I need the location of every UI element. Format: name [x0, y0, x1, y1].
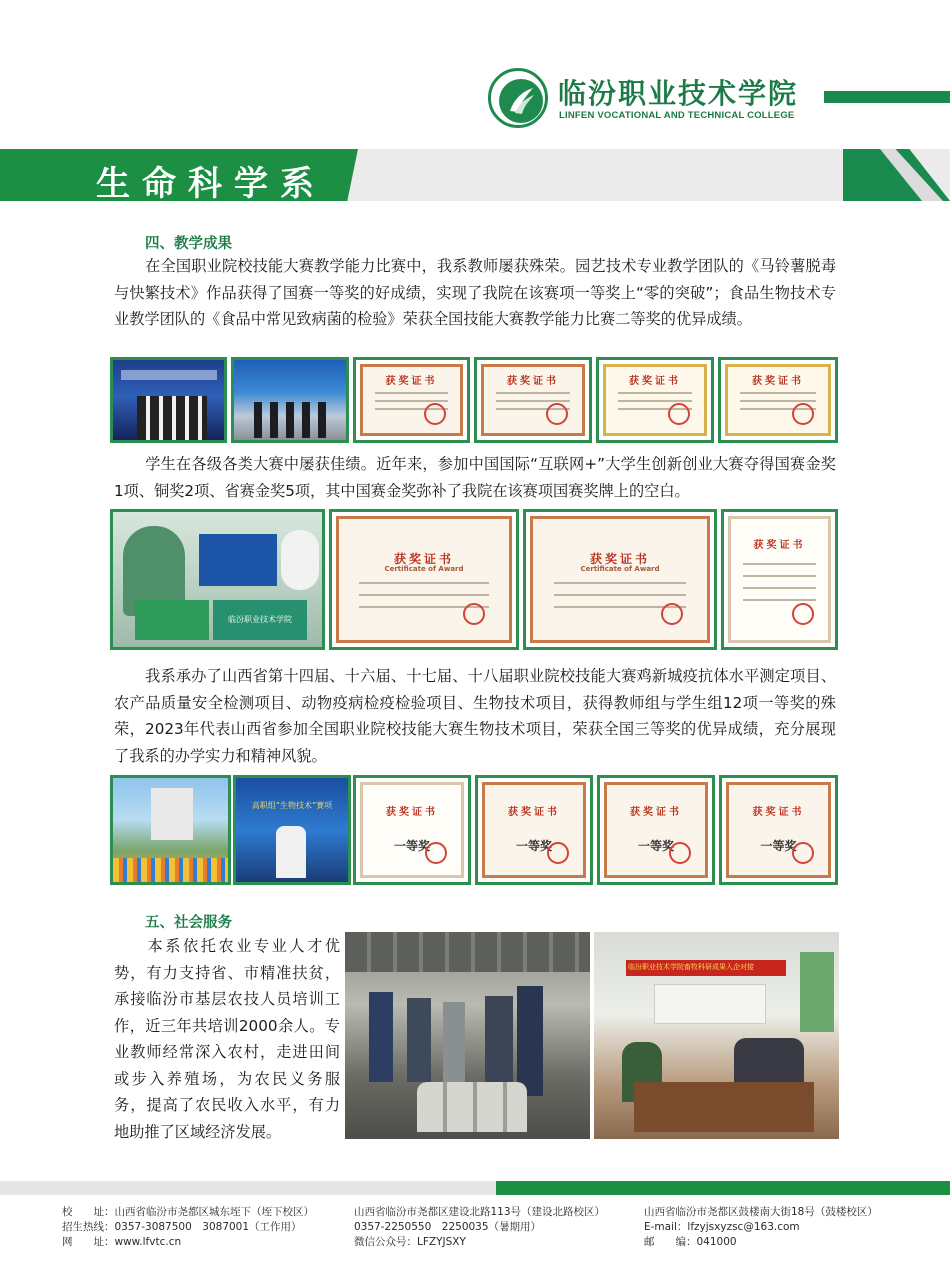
section5-title: 五、社会服务 — [145, 915, 232, 931]
certificate-internet-plus-2: 获奖证书 Certificate of Award — [523, 509, 717, 650]
footer-website[interactable]: 网 址：www.lfvtc.cn — [62, 1236, 182, 1248]
certificate-internet-plus-3: 获奖证书 — [721, 509, 838, 650]
footer-column-gulou-campus: 山西省临汾市尧都区鼓楼南大街18号（鼓楼校区） E-mail：lfzyjsxyzsc@163.com 邮 编：041000 — [644, 1206, 878, 1248]
photo-village-visit — [345, 932, 590, 1139]
certificate-internet-plus-1: 获奖证书 Certificate of Award — [329, 509, 519, 650]
certificate-teaching-award-4: 获奖证书 — [718, 357, 838, 443]
photo-biotech-contest-stage — [233, 775, 351, 885]
photo-skills-contest-campus — [110, 775, 231, 885]
certificate-provincial-3: 获奖证书 一等奖 — [597, 775, 715, 885]
certificate-teaching-award-1: 获奖证书 — [353, 357, 470, 443]
banner-meeting-title: 临汾职业技术学院畜牧科研成果入企对接 — [628, 963, 754, 971]
photo-teaching-award-ceremony — [110, 357, 227, 443]
certificate-provincial-1: 获奖证书 一等奖 — [353, 775, 471, 885]
banner-biotech-event: 高职组“生物技术”赛项 — [251, 801, 333, 810]
banner-school-name: 临汾职业技术学院 — [228, 615, 292, 624]
photo-internet-plus-gold-team — [110, 509, 325, 650]
college-seal-icon — [488, 68, 548, 128]
section4-paragraph-1: 在全国职业院校技能大赛教学能力比赛中，我系教师屡获殊荣。园艺技术专业教学团队的《马铃薯脱毒与快繁技术》作品获得了国赛一等奖的好成绩，实现了我院在该赛项一等奖上“零的突破”；食品生物技术专业教学团队的《食品中常见致病菌的检验》荣获全国技能大赛教学能力比赛二等奖的优异成绩。 — [114, 257, 836, 328]
footer-bar-green — [496, 1181, 950, 1195]
footer-column-jianshe-campus: 山西省临汾市尧都区建设北路113号（建设北路校区） 0357-2250550 2250035（暑期用） 微信公众号：LFZYJSXY — [354, 1206, 606, 1248]
department-title: 生命科学系 — [96, 164, 326, 204]
certificate-provincial-4: 获奖证书 一等奖 — [719, 775, 838, 885]
college-name-cn: 临汾职业技术学院 — [558, 77, 799, 110]
certificate-provincial-2: 获奖证书 一等奖 — [475, 775, 593, 885]
header-accent-bar — [824, 91, 950, 103]
footer-email[interactable]: E-mail：lfzyjsxyzsc@163.com — [644, 1221, 800, 1233]
section5-paragraph: 本系依托农业专业人才优势，有力支持省、市精准扶贫，承接临汾市基层农技人员培训工作，近三年共培训2000余人。专业教师经常深入农村，走进田间或步入养殖场，为农民义务服务，提高了农民收入水平，有力地助推了区域经济发展。 — [114, 937, 340, 1141]
footer-column-main-campus: 校 址：山西省临汾市尧都区城东垤下（垤下校区） 招生热线：0357-3087500 3087001（工作用） 网 址：www.lfvtc.cn — [62, 1206, 314, 1248]
certificate-teaching-award-2: 获奖证书 — [474, 357, 592, 443]
college-name-en: LINFEN VOCATIONAL AND TECHNICAL COLLEGE — [559, 110, 795, 121]
section4-paragraph-3: 我系承办了山西省第十四届、十六届、十七届、十八届职业院校技能大赛鸡新城疫抗体水平测定项目、农产品质量安全检测项目、动物疫病检疫检验项目、生物技术项目，获得教师组与学生组12项一等奖的殊荣，2023年代表山西省参加全国职业院校技能大赛生物技术项目，荣获全国三等奖的优异成绩，充分展现了我系的办学实力和精神风貌。 — [114, 667, 836, 765]
section4-title: 四、教学成果 — [145, 236, 232, 252]
section4-paragraph-2: 学生在各级各类大赛中屡获佳绩。近年来，参加中国国际“互联网+”大学生创新创业大赛夺得国赛金奖1项、铜奖2项、省赛金奖5项，其中国赛金奖弥补了我院在该赛项国赛奖牌上的空白。 — [114, 455, 836, 500]
photo-national-contest-stage — [231, 357, 349, 443]
photo-enterprise-meeting — [594, 932, 839, 1139]
footer-bar-gray — [0, 1181, 496, 1195]
certificate-teaching-award-3: 获奖证书 — [596, 357, 714, 443]
